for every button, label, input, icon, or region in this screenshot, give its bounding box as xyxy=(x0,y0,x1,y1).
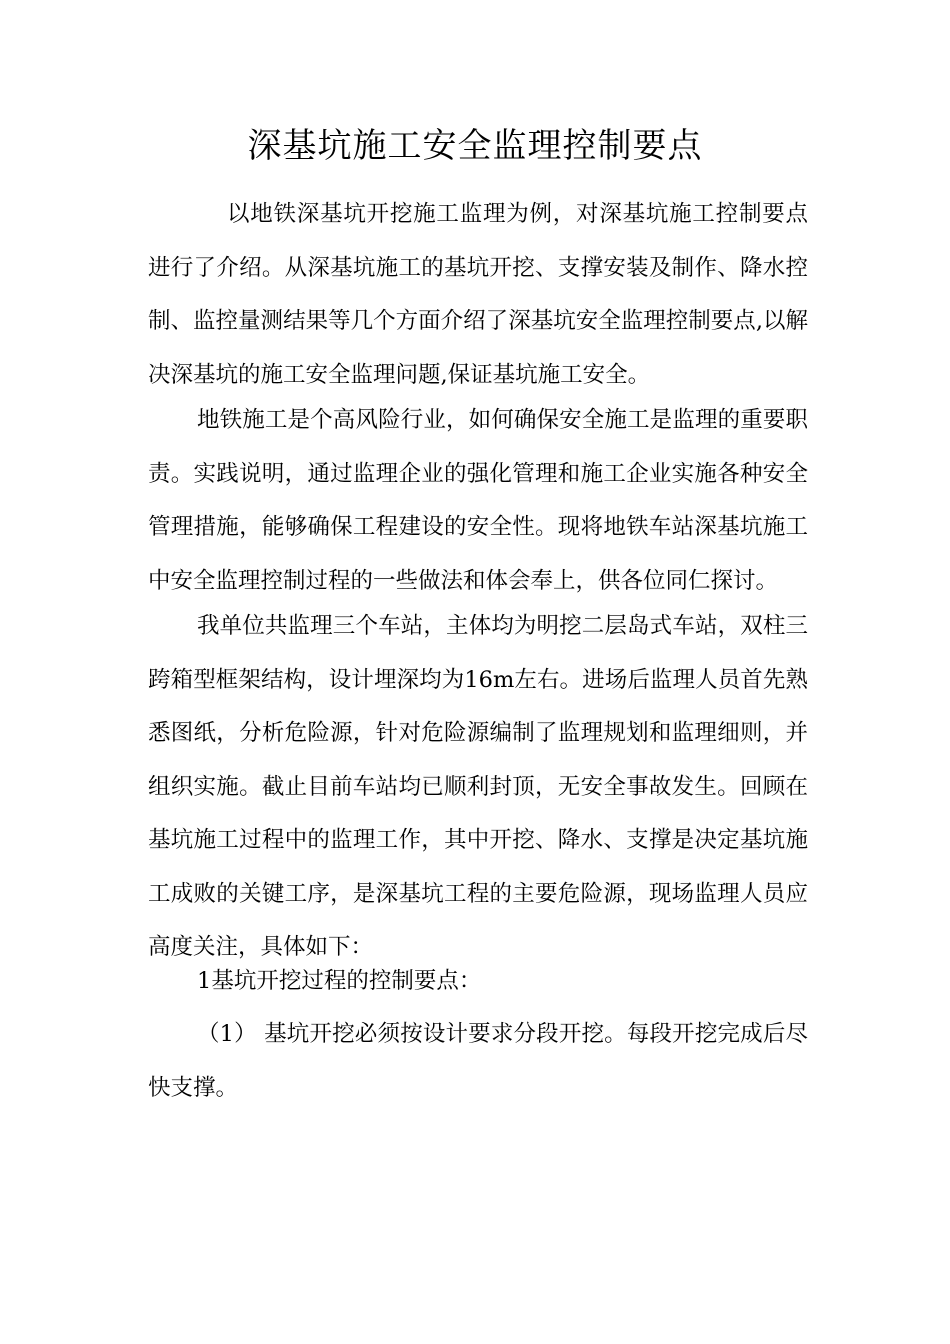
paragraph-intro: 以地铁深基坑开挖施工监理为例，对深基坑施工控制要点进行了介绍。从深基坑施工的基坑开挖、支撑安装及制作、降水控制、监控量测结果等几个方面介绍了深基坑安全监理控制要点,以解决深基坑的施工安全监理问题,保证基坑施工安全。 xyxy=(148,201,808,388)
paragraph-project-overview: 我单位共监理三个车站，主体均为明挖二层岛式车站，双柱三跨箱型框架结构，设计埋深均为16m左右。进场后监理人员首先熟悉图纸，分析危险源，针对危险源编制了监理规划和监理细则，并组织实施。截止目前车站均已顺利封顶，无安全事故发生。回顾在基坑施工过程中的监理工作，其中开挖、降水、支撑是决定基坑施工成败的关键工序，是深基坑工程的主要危险源，现场监理人员应高度关注，具体如下： xyxy=(148,613,808,960)
paragraph-background: 地铁施工是个高风险行业，如何确保安全施工是监理的重要职责。实践说明，通过监理企业的强化管理和施工企业实施各种安全管理措施，能够确保工程建设的安全性。现将地铁车站深基坑施工中安全监理控制过程的一些做法和体会奉上，供各位同仁探讨。 xyxy=(148,407,808,594)
document-title: 深基坑施工安全监理控制要点 xyxy=(247,126,703,166)
section-heading-excavation: 1基坑开挖过程的控制要点： xyxy=(197,968,482,994)
list-item-excavation-1: （1） 基坑开挖必须按设计要求分段开挖。每段开挖完成后尽快支撑。 xyxy=(148,1021,808,1101)
